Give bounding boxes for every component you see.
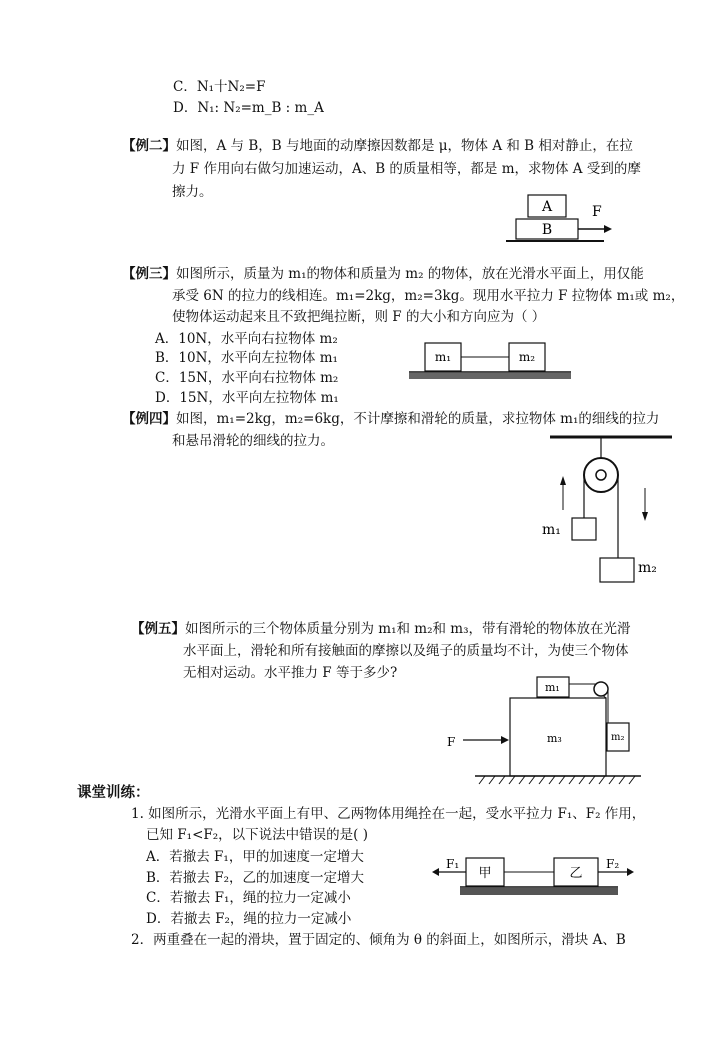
block-m1 bbox=[572, 518, 596, 540]
example-2-line-1 bbox=[122, 137, 633, 155]
f2-arrowhead bbox=[627, 868, 634, 876]
example-3-option-a: A．10N，水平向右拉物体 m₂ bbox=[155, 331, 338, 347]
q2-line-1: 2．两重叠在一起的滑块，置于固定的、倾角为 θ 的斜面上，如图所示，滑块 A、B bbox=[131, 932, 626, 948]
q1-option-d: D．若撤去 F₂，绳的拉力一定减小 bbox=[146, 911, 352, 927]
block-a-label: A bbox=[541, 199, 553, 215]
example-2-text-1: 如图，A 与 B，B 与地面的动摩擦因数都是 μ，物体 A 和 B 相对静止，在拉 bbox=[176, 138, 633, 154]
block-m2-label: m₂ bbox=[638, 560, 657, 576]
q1-option-b: B．若撤去 F₂，乙的加速度一定增大 bbox=[146, 870, 364, 886]
example-3-option-b: B．10N，水平向左拉物体 m₁ bbox=[155, 350, 338, 366]
q1-figure bbox=[430, 850, 645, 900]
example-2-line-2: 力 F 作用向右做匀加速运动，A、B 的质量相等，都是 m，求物体 A 受到的摩 bbox=[172, 161, 641, 177]
block-m1-label: m₁ bbox=[434, 350, 452, 364]
block-jia-label: 甲 bbox=[478, 866, 492, 881]
pulley-wheel bbox=[594, 682, 608, 696]
example-3-text-1: 如图所示，质量为 m₁的物体和质量为 m₂ 的物体，放在光滑水平面上，用仅能 bbox=[176, 266, 644, 282]
example-4-line-1 bbox=[122, 410, 659, 428]
example-3-option-d: D．15N，水平向左拉物体 m₁ bbox=[155, 390, 339, 406]
example-4-tag: 【例四】 bbox=[122, 411, 176, 427]
floor-hatch bbox=[479, 776, 635, 784]
example-5-tag: 【例五】 bbox=[131, 621, 185, 637]
block-m1-label: m₁ bbox=[545, 681, 560, 694]
force-label: F bbox=[447, 735, 456, 749]
example-5-line-2: 水平面上，滑轮和所有接触面的摩擦以及绳子的质量均不计，为使三个物体 bbox=[183, 643, 629, 659]
example-5-text-1: 如图所示的三个物体质量分别为 m₁和 m₂和 m₃，带有滑轮的物体放在光滑 bbox=[185, 621, 631, 637]
example-2-figure bbox=[500, 190, 620, 250]
q1-option-a: A．若撤去 F₁，甲的加速度一定增大 bbox=[146, 849, 364, 865]
example-3-line-2: 承受 6N 的拉力的线相连。m₁=2kg，m₂=3kg。现用水平拉力 F 拉物体 m₁或 m₂， bbox=[172, 288, 685, 304]
example-5-line-3: 无相对运动。水平推力 F 等于多少? bbox=[183, 665, 398, 681]
example-3-tag: 【例三】 bbox=[122, 266, 176, 282]
example-4-figure bbox=[530, 430, 680, 590]
example-3-option-c: C．15N，水平向右拉物体 m₂ bbox=[155, 370, 339, 386]
example-4-text-1: 如图，m₁=2kg，m₂=6kg，不计摩擦和滑轮的质量，求拉物体 m₁的细线的拉力 bbox=[176, 411, 660, 427]
floor-hatch bbox=[409, 373, 571, 379]
training-heading: 课堂训练： bbox=[77, 784, 150, 801]
push-arrowhead bbox=[501, 736, 509, 744]
block-m1-label: m₁ bbox=[542, 522, 561, 538]
option-c: C．N₁十N₂=F bbox=[173, 79, 266, 95]
block-yi-label: 乙 bbox=[569, 866, 583, 881]
block-m2-label: m₂ bbox=[611, 732, 625, 743]
example-5-figure bbox=[445, 672, 645, 787]
option-d: D．N₁: N₂=m_B : m_A bbox=[173, 100, 324, 116]
block-b-label: B bbox=[541, 222, 553, 238]
floor-hatch bbox=[460, 888, 618, 895]
up-arrowhead bbox=[560, 476, 566, 485]
example-5-line-1 bbox=[131, 620, 631, 638]
block-m2-label: m₂ bbox=[518, 350, 536, 364]
block-m2 bbox=[600, 558, 634, 582]
q1-option-c: C．若撤去 F₁，绳的拉力一定减小 bbox=[146, 890, 351, 906]
example-2-tag: 【例二】 bbox=[122, 138, 176, 154]
f1-label: F₁ bbox=[446, 857, 460, 871]
example-2-line-3: 擦力。 bbox=[172, 184, 213, 200]
f1-arrowhead bbox=[432, 868, 439, 876]
force-label: F bbox=[592, 204, 602, 220]
q1-line-2: 已知 F₁<F₂，以下说法中错误的是( ) bbox=[146, 827, 368, 843]
example-3-figure bbox=[405, 338, 575, 386]
example-4-line-2: 和悬吊滑轮的细线的拉力。 bbox=[172, 433, 334, 449]
example-3-line-1 bbox=[122, 265, 644, 283]
block-m3-label: m₃ bbox=[547, 732, 562, 745]
down-arrowhead bbox=[642, 512, 648, 521]
example-3-line-3: 使物体运动起来且不致把绳拉断，则 F 的大小和方向应为（ ） bbox=[172, 309, 546, 325]
pulley-axle bbox=[596, 470, 606, 480]
f2-label: F₂ bbox=[606, 857, 620, 871]
q1-line-1: 1. 如图所示，光滑水平面上有甲、乙两物体用绳拴在一起，受水平拉力 F₁、F₂ 作用， bbox=[131, 806, 646, 822]
force-arrowhead bbox=[604, 225, 612, 233]
